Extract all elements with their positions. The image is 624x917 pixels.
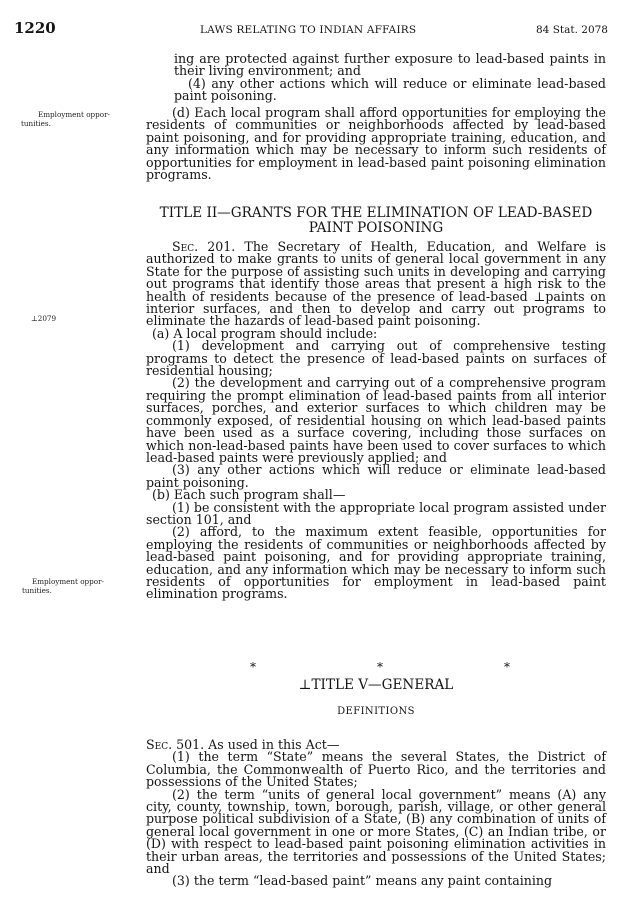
statute-reference: 84 Stat. 2078 bbox=[536, 24, 608, 36]
margin-note-employment-2 bbox=[22, 577, 134, 595]
paragraph-item-4: (4) any other actions which will reduce or eliminate lead-based paint poisoning. bbox=[174, 75, 606, 104]
section-label: Sec. 201. bbox=[172, 239, 236, 254]
paragraph-d-block bbox=[146, 107, 606, 181]
definition-1: (1) the term “State” means the several States, the District of Columbia, the Commonwealth of Puerto Rico, and the territories and possessions of the United States; bbox=[146, 749, 606, 790]
paragraph-d: (d) Each local program shall afford opportunities for employing the residents of communities or neighborhoods affected by lead-based paint poisoning, and for providing appropriate training, education, and any information which may be necessary to inform such residents of opportunities for employment in lead-based paint poisoning elimination programs. bbox=[146, 105, 606, 183]
subsection-b: (b) Each such program shall— bbox=[152, 487, 346, 503]
section-201-block bbox=[146, 241, 606, 601]
star: * bbox=[377, 660, 383, 674]
star: * bbox=[250, 660, 256, 674]
margin-note-page-break: ⊥2079 bbox=[31, 314, 57, 323]
margin-note-line: Employment oppor- bbox=[32, 577, 104, 586]
section-501-block bbox=[146, 739, 606, 888]
item-a2: (2) the development and carrying out of a comprehensive program requiring the prompt elimination of lead-based paints from all interior surfaces, porches, and exterior surfaces to which children may be commonly exposed, of residential housing on which lead-based paints have been used as a surface covering, including those surfaces on which non-lead-based paints have been used to cover surfaces to which lead-based paints were previously applied; and bbox=[146, 375, 606, 465]
subsection-a: (a) A local program should include: bbox=[152, 325, 378, 341]
margin-note-employment-1 bbox=[21, 110, 150, 128]
section-text: As used in this Act— bbox=[208, 737, 340, 752]
margin-note-line: tunities. bbox=[21, 119, 51, 128]
title-ii-heading bbox=[146, 206, 606, 236]
margin-note-line: Employment oppor- bbox=[38, 110, 110, 119]
section-text: The Secretary of Health, Education, and Welfare is authorized to make grants to units of general local government in any State for the purpose of assisting such units in developing and carrying out programs that identify those areas that present a high risk to the health of residents because of the presence of lead-based ⊥paints on interior surfaces, and then to develop and carry out programs to eliminate the hazards of lead-based paint poisoning. bbox=[146, 239, 606, 329]
running-header-title: LAWS RELATING TO INDIAN AFFAIRS bbox=[200, 24, 417, 36]
section-201-paragraph bbox=[146, 241, 606, 328]
margin-note-line: tunities. bbox=[22, 586, 52, 595]
definition-2: (2) the term “units of general local government” means (A) any city, county, township, town, borough, parish, village, or other general purpose political subdivision of a State, (B) any combination of units of general local government in one or more States, (C) an Indian tribe, or (D) with respect to lead-based paint poisoning elimination activities in their urban areas, the territories and possessions of the United States; and bbox=[146, 786, 606, 877]
item-b2: (2) afford, to the maximum extent feasible, opportunities for employing the residents of communities or neighborhoods affected by lead-based paint poisoning, and for providing appropriate training, education, and any information which may be necessary to inform such residents of opportunities for employment in lead-based paint elimination programs. bbox=[146, 524, 606, 602]
title-v-heading: ⊥TITLE V—GENERAL bbox=[298, 677, 454, 693]
item-a1: (1) development and carrying out of comprehensive testing programs to detect the presence of lead-based paints on surfaces of residential housing; bbox=[146, 338, 606, 379]
title-line: PAINT POISONING bbox=[308, 220, 444, 236]
section-omission-stars bbox=[250, 660, 510, 674]
definitions-heading: DEFINITIONS bbox=[337, 706, 415, 717]
star: * bbox=[504, 660, 510, 674]
section-label: Sec. 501. bbox=[146, 737, 205, 752]
continued-paragraph-block bbox=[174, 53, 606, 103]
paragraph: ing are protected against further exposure to lead-based paints in their living environment; and bbox=[174, 51, 606, 79]
item-b1: (1) be consistent with the appropriate local program assisted under section 101, and bbox=[146, 499, 606, 527]
title-line: TITLE II—GRANTS FOR THE ELIMINATION OF LEAD-BASED bbox=[159, 205, 593, 221]
page-number: 1220 bbox=[14, 19, 56, 37]
definition-3: (3) the term “lead-based paint” means any paint containing bbox=[172, 873, 553, 889]
item-a3: (3) any other actions which will reduce or eliminate lead-based paint poisoning. bbox=[146, 462, 606, 490]
